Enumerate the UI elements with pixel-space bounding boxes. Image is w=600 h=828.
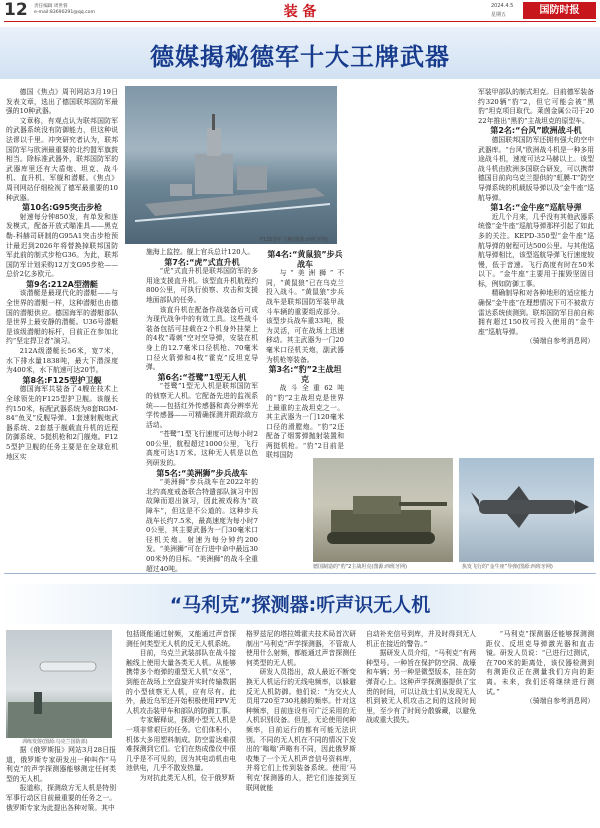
article-divider (4, 573, 596, 574)
paragraph: 据研发人员介绍，“马利克”有两种型号。一种旨在保护防空洞、战壕和车辆；另一种是微型版本，挂在防弹背心上。这种声学探测器提供了宝贵的时间，可以让战士们从发现无人机到被无人机攻击之间的这段时间里，至少有了时间分散躲藏，以避免战或重大损失。 (366, 649, 476, 725)
paragraph: 德国海军共装备了4艘在技术上全球领先的F125型护卫舰。该舰长约150米，标配武器系统为8套RGM-84“鱼叉”反舰导弹、1套速射舰炮武器系统、2套基于舰载直升机的近程防御系统、5挺机枪和2门舰炮。F125型护卫舰的任务主要是在全球危机地区实 (6, 385, 118, 461)
source-credit: （骑端自参考消息网） (526, 697, 594, 706)
section-title: 装 备 (283, 4, 317, 20)
paragraph: “马利克”探测器还能够探测测距仪、反坦克导弹激光器和直击镜。研发人员说：“已进行过测试，在700米的距离处，该仪器检测到有测距仪正在测量我们方向的距离。未来，我们还将继续进行测试。” (486, 630, 594, 696)
paragraph: 与“美洲狮”不同，“黄鼠狼”已在乌克兰投入战斗。“黄鼠狼”步兵战车是联邦国防军装甲战斗车辆的重要组成部分。该型步兵战车重33吨，极为灵活，可在战场上迅速移动。其主武器为一门20毫米口径机关炮，副武器为机枪等装备。 (266, 269, 344, 364)
paragraph: 德国《焦点》周刊网站3月19日发表文章，选出了德国联邦国防军最强的10种武器。 (6, 88, 118, 116)
paragraph: 专家解释说，探测小型无人机是一项非常艰巨的任务。它们体积小，机体大多用塑料制成。防空雷达难很难探测到它们。它们在热成像仪中很几乎是不可见的，因为其电动机由电池供电，几乎不散发热量。 (126, 716, 236, 773)
paragraph: 自动补充信号到库，并及时得到无人机正在接近的警告。” (366, 630, 476, 648)
frigate-photo (125, 86, 337, 244)
section-heading: 第5名:“美洲狮”步兵战车 (156, 468, 248, 478)
article1-column-5 (478, 88, 594, 347)
missile-photo (459, 458, 594, 562)
editor-email: e-mail:83690291@qq.com (34, 10, 95, 15)
paragraph: 格罗兹尼的塔拉姆霍夫技术局首次研制出“马利克”声学探测器，不管敌人使用什么射频，都能通过声音探测任何类型的无人机。 (246, 630, 356, 667)
tank-photo (313, 458, 453, 562)
paragraph: “虎”式直升机是联邦国防军的多用途支援直升机。该型直升机航程约800公里，可执行侦察、攻击和支援地面部队的任务。 (146, 267, 258, 304)
paragraph: 近几个月来，几乎没有其他武器系统像“金牛座”巡航导弹那样引起了如此多的关注。KEPD-350型“金牛座”巡航导弹的射程可达500公里。与其他巡航导弹相比，该型巡航导弹飞行速度较慢，低于音速。飞行高度有时在50米以下。“金牛座”主要用于摧毁坚固目标，例如防御工事。 (478, 212, 594, 288)
paragraph: 德国联邦国防军还拥有强大的空中武器库。“台风”欧洲战斗机是一种多用途战斗机，速度可达2马赫以上。该型战斗机由欧洲多国联合研发，可以携带德国目前向乌克兰提供的“虹膜-T”防空导弹系统的机载版导弹以及“金牛座”巡航导弹。 (478, 135, 594, 202)
article2-column-1 (6, 746, 116, 813)
issue-weekday: 星期五 (491, 12, 507, 18)
paragraph: 施海上监控。舰上官兵总计120人。 (146, 248, 255, 256)
issue-date: 2024.4.5 (491, 3, 514, 9)
source-credit: （骑端自参考消息网） (526, 337, 594, 346)
article1-title: 德媒揭秘德军十大王牌武器 (150, 43, 450, 71)
paragraph: 射速每分钟850发，有单发和连发模式，配备开放式瞄准具——黑克勒-科赫司研制的G95A1突击步枪预计最迟到2026年将替换掉联邦国防军此前的制式步枪G36。为此，联邦国防军计划采购12万支G95步枪——总价2亿多欧元。 (6, 212, 118, 279)
missile-photo-caption: 执发飞行的“金牛座”导弹(图源:西班牙网) (462, 564, 553, 570)
article2-column-3 (246, 630, 356, 793)
article1-column-2 (146, 248, 258, 574)
section-heading: 第1名:“金牛座”巡航导弹 (490, 203, 582, 213)
section-heading: 第10名:G95突击步枪 (21, 203, 103, 213)
article2-column-5 (486, 630, 594, 707)
page-number: 12 (4, 0, 28, 20)
editor-label: 责任编辑 周世蓉 (34, 4, 68, 9)
paragraph: 该直升机在配备作战装备后可成为现代战争中的有效工具。这些战斗装备包括可挂载在2个机身外挂架上的4枚“毒刺”空对空导弹，安装在机身上的12.7毫米口径机枪、70毫米口径火箭弹和4枚“霍克”反坦克导弹。 (146, 305, 258, 372)
article1-column-1 (6, 88, 118, 462)
article1-title-band (0, 27, 600, 79)
article2-column-2 (126, 630, 236, 784)
missile-illustration (459, 458, 594, 562)
paragraph: 目前，乌克兰武装部队在战斗接触线上使用大量各类无人机。从能够携带多个炮弹的重型无人机“女巫”，到能在战场上空盘旋并实时传输数据的小型侦察无人机，应有尽有。此外，最近乌军还开始积极使用FPV无人机攻击装甲车和部队的防御工事。 (126, 649, 236, 715)
section-heading: 第6名:“苍鹭”1型无人机 (157, 372, 247, 382)
launch-photo-caption: 训练发射(图源:乌克兰国防部) (22, 739, 88, 745)
frigate-photo-caption: F125型护卫舰(图源:西班牙网) (260, 237, 329, 243)
paragraph: 战斗全重62吨的“豹”2主战坦克是世界上最重的主战坦克之一。其主武器为一门120毫米口径的滑膛炮。“豹”2还配备了烟雾弹抛射装置和两挺机枪。“豹”2目前是联邦国防 (266, 384, 344, 460)
section-heading: 第2名:“台风”欧洲战斗机 (490, 126, 582, 136)
paragraph: 212A级潜艇长56米，宽7米，水下排水量1838吨，最大下潜深度为400米，水下航速可达20节。 (6, 347, 118, 375)
paragraph: 军装甲部队的制式坦克。目前德军装备约320辆“豹”2，但它可能会被“黑豹”坦克项目取代。莱茵金属公司于2022年推出“黑豹”主战坦克的原型车。 (478, 88, 594, 125)
section-heading: 第7名:“虎”式直升机 (164, 257, 240, 267)
paragraph: 据《俄罗斯报》网站3月28日报道，俄罗斯专家研发出一种叫作“马利克”的声学探测器能够测定任何类型的无人机。 (6, 746, 116, 783)
paragraph: “美洲狮”步兵战车在2022年的北约高度戒备联合特遣部队演习中因故障而退出演习，因此被戏称为“故障车”，但这是不公道的。这种步兵战车长约7.5米，最高速度为每小时70公里，其主要武器为一门30毫米口径机关炮。射速为每分钟约200发。“美洲狮”可在行进中命中最远3000米外的目标。“美洲狮”的战斗全重超过40吨。 (146, 478, 258, 573)
paragraph: “苍鹭”1型飞行速度可达每小时200公里，航程超过1000公里，飞行高度可达1万米。这种无人机是以色列研发的。 (146, 430, 258, 468)
launch-illustration (6, 630, 112, 738)
masthead-logo (523, 2, 596, 19)
section-heading: 第3名:“豹”2主战坦克 (268, 365, 342, 384)
paragraph: “苍鹭”1型无人机是联邦国防军的侦察无人机。它配备先进的监视系统——包括红外传感器和高分辨率光学传感器——可精确探测并跟踪敌方活动。 (146, 382, 258, 429)
frigate-illustration (125, 86, 337, 244)
paragraph: 文章称，有观点认为联邦国防军的武器系统没有防御能力，但这种说法谬以千里。冲突研究者认为，联邦国防军与欧洲最重要的北约盟军旗鼓相当。除标准武器外，联邦国防军的武器库里还有大盾炮、坦克、战斗机、直升机、军舰和潜艇。《焦点》周刊网站仔细检视了德军最重要的10种武器。 (6, 116, 118, 202)
paragraph: 该潜艇是最现代化的潜艇——与全世界的潜艇一样，这种潜艇也由德国的潜艇供应。德国海军的潜艇部队是世界上最安静的潜艇。U36号潜艇是该级潜艇的标杆，目前正在参加北约“坚定捍卫者”演习。 (6, 289, 118, 346)
header-rule (4, 21, 596, 22)
article1-column-3-main (266, 250, 344, 461)
article2-column-4 (366, 630, 476, 726)
paragraph: 为对抗此类无人机，位于俄罗斯 (139, 773, 235, 782)
page-header (0, 0, 600, 22)
paragraph: 研发人员指出，敌人最近不断变换无人机运行的无线电频率，以躲避反无人机防御。他们说：“为交火人员用720至730兆赫的频率。针对这种频率，目前连设有可广泛采用的无人机识别设备。但是，无论使用何种频率，目前运行的都有可能无法识别。不同的无人机在不同的情况下发出的‘嗡嗡’声略有不同，因此俄罗斯收集了一个无人机声音信号资料库，并将它们上传到装备系统。使用‘马利克’探测器的人，把它们连接到互联网就能 (246, 668, 356, 792)
paragraph: 包括既能通过射频，又能通过声音探测任何类型无人机的反无人机系统。 (126, 630, 236, 648)
section-heading: 第4名:“黄鼠狼”步兵战车 (267, 250, 343, 269)
section-heading: 第8名:F125型护卫舰 (22, 375, 102, 385)
launch-photo (6, 630, 112, 738)
paragraph: 报道称，探测敌方无人机是特别军事行动区目前最重要的任务之一。俄罗斯专家为此提出各种对策。其中 (6, 784, 116, 812)
paragraph: 精确制导和对各种地形的适应能力确保“金牛座”在理想情况下可不被敌方雷达系统侦测到。联邦国防军目前自称拥有超过150枚可投入使用的“金牛座”巡航导弹。 (478, 289, 594, 336)
tank-photo-caption: 德国制造的“豹”2主战坦克(图源:西班牙网) (313, 564, 407, 570)
masthead-text: 国防时报 (539, 5, 580, 16)
tank-illustration (313, 458, 453, 562)
article2-title-band (0, 584, 600, 624)
section-heading: 第9名:212A型潜艇 (26, 279, 98, 289)
article2-title: “马利克”探测器:听声识无人机 (169, 594, 431, 616)
